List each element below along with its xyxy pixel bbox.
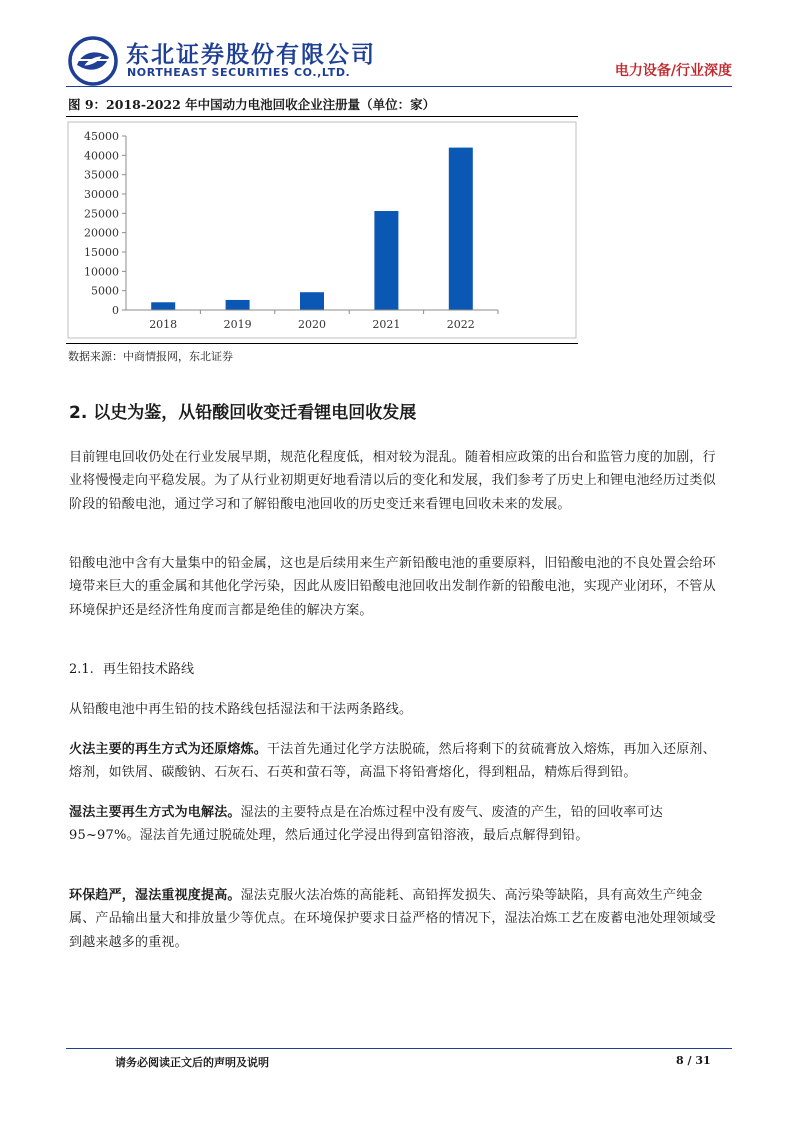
y-tick-label: 10000 bbox=[84, 265, 119, 279]
y-tick-label: 5000 bbox=[91, 284, 119, 298]
bar bbox=[151, 302, 175, 310]
y-tick-label: 40000 bbox=[84, 149, 119, 163]
figure-bottom-rule bbox=[66, 343, 578, 344]
northeast-securities-logo-icon bbox=[68, 36, 118, 86]
y-tick-label: 35000 bbox=[84, 168, 119, 182]
x-tick-label: 2022 bbox=[446, 318, 475, 331]
header-divider bbox=[66, 86, 732, 87]
paragraph-environment-body: 湿法克服火法冶炼的高能耗、高铅挥发损失、高污染等缺陷，具有高效生产纯金属、产品输出量大和排放量少等优点。在环境保护要求日益严格的情况下，湿法冶炼工艺在废蓄电池处理领域受到越来越多的重视。 bbox=[69, 888, 716, 950]
paragraph-environment bbox=[69, 884, 727, 954]
y-tick-label: 30000 bbox=[84, 188, 119, 201]
x-tick-label: 2019 bbox=[223, 318, 252, 331]
y-tick-label: 25000 bbox=[84, 207, 119, 221]
paragraph-lead-acid: 铅酸电池中含有大量集中的铅金属，这也是后续用来生产新铅酸电池的重要原料，旧铅酸电池的不良处置会给环境带来巨大的重金属和其他化学污染，因此从废旧铅酸电池回收出发制作新的铅酸电池，实现产业闭环，不管从环境保护还是经济性角度而言都是绝佳的解决方案。 bbox=[69, 556, 716, 618]
bar bbox=[374, 211, 398, 310]
y-tick-label: 15000 bbox=[84, 246, 119, 259]
paragraph-intro: 目前锂电回收仍处在行业发展早期，规范化程度低，相对较为混乱。随着相应政策的出台和监管力度的加剧，行业将慢慢走向平稳发展。为了从行业初期更好地看清以后的变化和发展，我们参考了历史上和锂电池经历过类似阶段的铅酸电池，通过学习和了解铅酸电池回收的历史变迁来看锂电回收未来的发展。 bbox=[69, 450, 716, 512]
paragraph-routes: 从铅酸电池中再生铅的技术路线包括湿法和干法两条路线。 bbox=[69, 702, 413, 717]
y-tick-label: 20000 bbox=[84, 226, 119, 240]
paragraph-hydro bbox=[69, 801, 727, 848]
x-tick-label: 2018 bbox=[149, 318, 178, 331]
company-name-en: NORTHEAST SECURITIES CO.,LTD. bbox=[127, 66, 351, 79]
paragraph-pyro bbox=[69, 738, 727, 785]
paragraph-pyro-lead: 火法主要的再生方式为还原熔炼。 bbox=[69, 742, 268, 757]
y-tick-label: 0 bbox=[112, 304, 119, 317]
x-tick-label: 2021 bbox=[372, 318, 401, 331]
paragraph-hydro-body: 湿法的主要特点是在冶炼过程中没有废气、废渣的产生，铅的回收率可达 95~97%。湿法首先通过脱硫处理，然后通过化学浸出得到富铅溶液，最后点解得到铅。 bbox=[69, 805, 664, 844]
bar bbox=[449, 148, 473, 310]
bar bbox=[226, 300, 250, 310]
footer-disclaimer: 请务必阅读正文后的声明及说明 bbox=[115, 1056, 269, 1069]
page-number: 8 / 31 bbox=[676, 1054, 711, 1067]
figure-source: 数据来源：中商情报网，东北证券 bbox=[68, 350, 233, 363]
bar bbox=[300, 292, 324, 310]
x-tick-label: 2020 bbox=[298, 318, 326, 331]
figure-title: 图 9：2018-2022 年中国动力电池回收企业注册量（单位：家） bbox=[68, 97, 436, 112]
y-tick-label: 45000 bbox=[84, 130, 119, 143]
company-name-cn: 东北证券股份有限公司 bbox=[126, 42, 376, 68]
subsection-title: 再生铅技术路线 bbox=[103, 662, 195, 677]
subsection-heading bbox=[69, 658, 194, 677]
bar-chart bbox=[66, 120, 578, 340]
paragraph-environment-lead: 环保趋严，湿法重视度提高。 bbox=[69, 888, 241, 903]
figure-top-rule bbox=[66, 116, 578, 117]
section-heading: 2. 以史为鉴，从铅酸回收变迁看锂电回收发展 bbox=[69, 403, 417, 423]
footer-divider bbox=[66, 1048, 732, 1049]
paragraph-hydro-lead: 湿法主要再生方式为电解法。 bbox=[69, 805, 241, 820]
page-header bbox=[66, 28, 732, 88]
subsection-number: 2.1. bbox=[69, 662, 94, 677]
report-category: 电力设备/行业深度 bbox=[614, 63, 732, 79]
paragraph-pyro-body: 干法首先通过化学方法脱硫，然后将剩下的贫硫膏放入熔炼，再加入还原剂、熔剂，如铁屑、碳酸钠、石灰石、石英和萤石等，高温下将铅膏熔化，得到粗品，精炼后得到铅。 bbox=[69, 742, 716, 781]
